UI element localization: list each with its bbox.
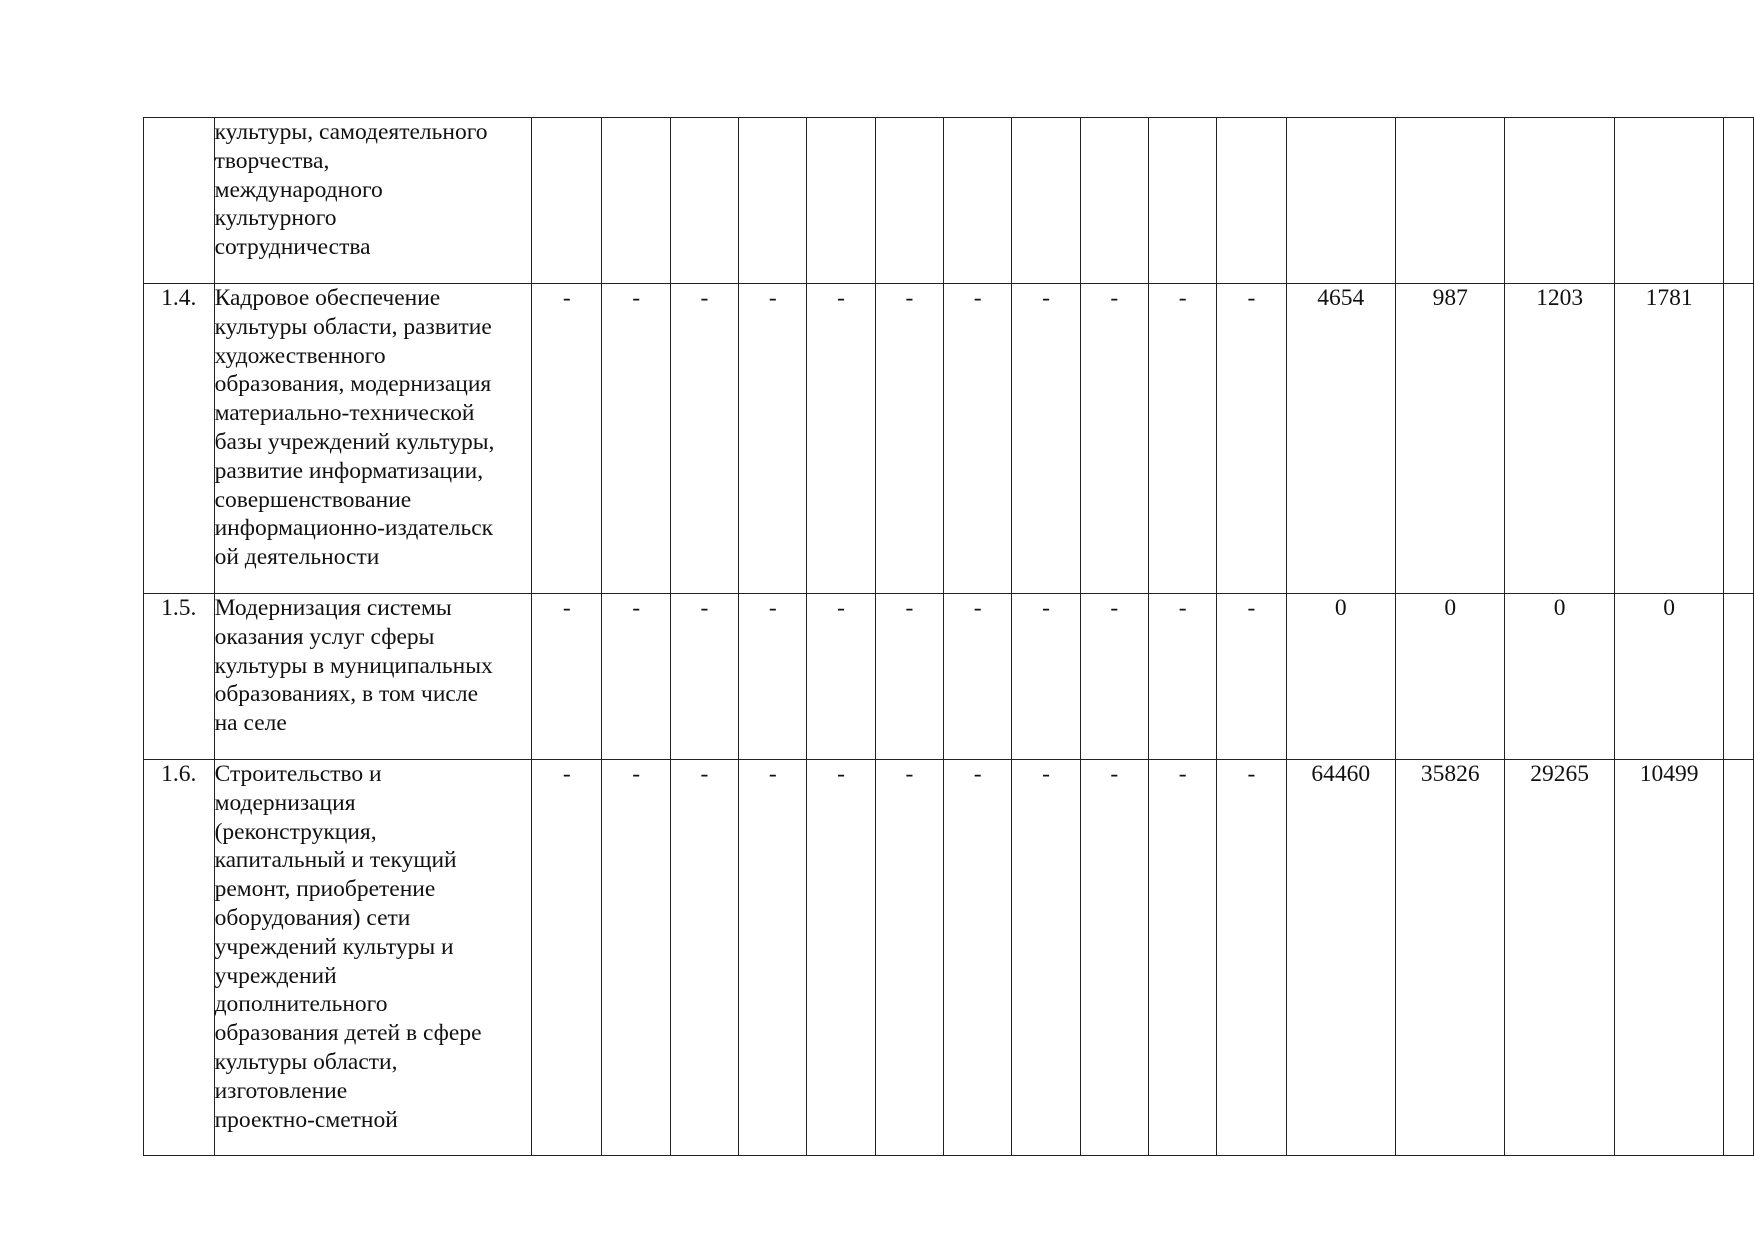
row-description: Кадровое обеспечение культуры области, развитие художественного образования, модернизация материально-технической базы учреждений культуры, развитие информатизации, совершенствование информационно-издательск ой деятельности: [214, 285, 495, 571]
row-description: культуры, самодеятельного творчества, международного культурного сотрудничества: [214, 119, 488, 261]
value-cell: 987: [1396, 284, 1505, 594]
dash-cell: [670, 118, 738, 284]
dash-cell: -: [944, 760, 1012, 1156]
row-number: 1.4.: [144, 284, 215, 594]
value-cell: 10499: [1614, 760, 1723, 1156]
dash-cell: -: [1148, 284, 1216, 594]
dash-cell: -: [1080, 760, 1148, 1156]
value-cell: 0: [1505, 594, 1614, 760]
dash-cell: -: [1217, 760, 1286, 1156]
dash-cell: -: [807, 760, 875, 1156]
value-cell: [1286, 118, 1395, 284]
dash-cell: -: [944, 594, 1012, 760]
value-cell: 0: [1614, 594, 1723, 760]
dash-cell: -: [739, 594, 807, 760]
value-cell: 1781: [1614, 284, 1723, 594]
dash-cell: -: [1148, 760, 1216, 1156]
row-number: 1.6.: [144, 760, 215, 1156]
dash-cell: [1217, 118, 1286, 284]
row-number: 1.5.: [144, 594, 215, 760]
dash-cell: -: [1080, 284, 1148, 594]
row-description-cell: [214, 118, 532, 284]
dash-cell: -: [1080, 594, 1148, 760]
dash-cell: -: [875, 760, 943, 1156]
row-description: Модернизация системы оказания услуг сферы культуры в муниципальных образованиях, в том числе на селе: [214, 595, 493, 737]
dash-cell: -: [670, 284, 738, 594]
truncated-column-cell: [1724, 594, 1754, 760]
row-description-cell: [214, 594, 532, 760]
dash-cell: [875, 118, 943, 284]
dash-cell: -: [1217, 284, 1286, 594]
dash-cell: [739, 118, 807, 284]
dash-cell: -: [1012, 284, 1080, 594]
dash-cell: -: [532, 594, 602, 760]
dash-cell: -: [1217, 594, 1286, 760]
dash-cell: -: [875, 594, 943, 760]
row-description-cell: [214, 760, 532, 1156]
dash-cell: -: [602, 594, 670, 760]
dash-cell: -: [670, 760, 738, 1156]
dash-cell: -: [944, 284, 1012, 594]
value-cell: [1505, 118, 1614, 284]
value-cell: 35826: [1396, 760, 1505, 1156]
dash-cell: -: [875, 284, 943, 594]
dash-cell: [807, 118, 875, 284]
value-cell: 0: [1396, 594, 1505, 760]
budget-table: [143, 117, 1754, 1156]
row-number: [144, 118, 215, 284]
truncated-column-cell: [1724, 760, 1754, 1156]
dash-cell: -: [1012, 760, 1080, 1156]
dash-cell: [1012, 118, 1080, 284]
value-cell: 64460: [1286, 760, 1395, 1156]
table-row: [144, 594, 1754, 760]
dash-cell: -: [602, 760, 670, 1156]
row-description: Строительство и модернизация (реконструкция, капитальный и текущий ремонт, приобретение оборудования) сети учреждений культуры и учреждений дополнительного образования детей в сфере культуры области, изготовление проектно-сметной: [214, 761, 482, 1133]
dash-cell: -: [807, 284, 875, 594]
value-cell: [1614, 118, 1723, 284]
dash-cell: -: [670, 594, 738, 760]
dash-cell: -: [739, 284, 807, 594]
value-cell: 29265: [1505, 760, 1614, 1156]
dash-cell: -: [602, 284, 670, 594]
dash-cell: [944, 118, 1012, 284]
dash-cell: -: [807, 594, 875, 760]
dash-cell: [602, 118, 670, 284]
dash-cell: [1080, 118, 1148, 284]
dash-cell: -: [532, 760, 602, 1156]
dash-cell: -: [532, 284, 602, 594]
dash-cell: -: [1012, 594, 1080, 760]
truncated-column-cell: [1724, 284, 1754, 594]
value-cell: 0: [1286, 594, 1395, 760]
value-cell: 4654: [1286, 284, 1395, 594]
dash-cell: -: [739, 760, 807, 1156]
value-cell: [1396, 118, 1505, 284]
dash-cell: -: [1148, 594, 1216, 760]
table-row: [144, 284, 1754, 594]
table-row: [144, 118, 1754, 284]
dash-cell: [532, 118, 602, 284]
row-description-cell: [214, 284, 532, 594]
truncated-column-cell: [1724, 118, 1754, 284]
dash-cell: [1148, 118, 1216, 284]
value-cell: 1203: [1505, 284, 1614, 594]
table-row: [144, 760, 1754, 1156]
